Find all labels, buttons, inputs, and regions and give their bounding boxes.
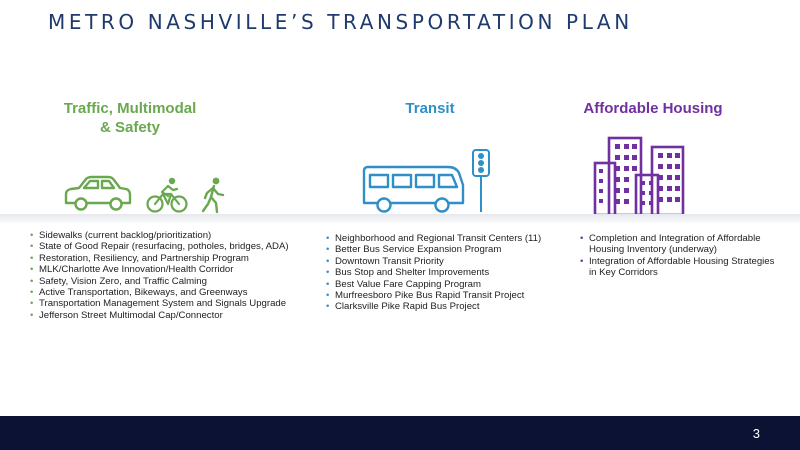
heading-traffic-multimodal-safety (40, 99, 220, 137)
page-number: 3 (752, 426, 760, 441)
list-item: • Murfreesboro Pike Bus Rapid Transit Project (326, 290, 525, 302)
list-item: • Neighborhood and Regional Transit Centers (11) (326, 233, 542, 244)
list-item: • State of Good Repair (resurfacing, potholes, bridges, ADA) (30, 241, 289, 253)
car-icon (62, 174, 134, 214)
pedestrian-icon (200, 176, 228, 214)
list-item: • MLK/Charlotte Ave Innovation/Health Corridor (30, 264, 234, 276)
list-item: • Sidewalks (current backlog/prioritization) (30, 230, 212, 241)
list-item: • Bus Stop and Shelter Improvements (326, 267, 490, 279)
list-item: • Completion and Integration of Affordable Housing Inventory (underway) (580, 233, 761, 256)
heading-transit: Transit (405, 100, 455, 117)
footer-bar (0, 416, 800, 450)
list-item: • Better Bus Service Expansion Program (326, 244, 502, 256)
list-item: • Restoration, Resiliency, and Partnership Program (30, 252, 249, 264)
list-item: • Clarksville Pike Rapid Bus Project (326, 301, 480, 313)
list-item: • Transportation Management System and Signals Upgrade (30, 298, 287, 310)
traffic-items-list (30, 230, 320, 321)
list-item: • Safety, Vision Zero, and Traffic Calming (30, 275, 207, 287)
list-item: • Active Transportation, Bikeways, and Greenways (30, 287, 248, 299)
transit-items-list (326, 233, 571, 313)
page-title: METRO NASHVILLE’S TRANSPORTATION PLAN (48, 10, 633, 34)
heading-affordable-housing: Affordable Housing (583, 100, 723, 117)
traffic-light-icon (470, 148, 492, 214)
list-item: • Best Value Fare Capping Program (326, 278, 481, 290)
heading-traffic-line2: & Safety (99, 119, 161, 136)
housing-items-list (580, 233, 780, 279)
list-item: • Downtown Transit Priority (326, 255, 444, 267)
heading-traffic-line1: Traffic, Multimodal (63, 100, 197, 117)
bus-icon (360, 163, 466, 217)
buildings-icon (592, 135, 686, 217)
divider-band (0, 214, 800, 224)
cyclist-icon (146, 176, 188, 214)
list-item: • Jefferson Street Multimodal Cap/Connector (30, 309, 223, 321)
list-item: • Integration of Affordable Housing Strategies in Key Corridors (580, 255, 775, 279)
